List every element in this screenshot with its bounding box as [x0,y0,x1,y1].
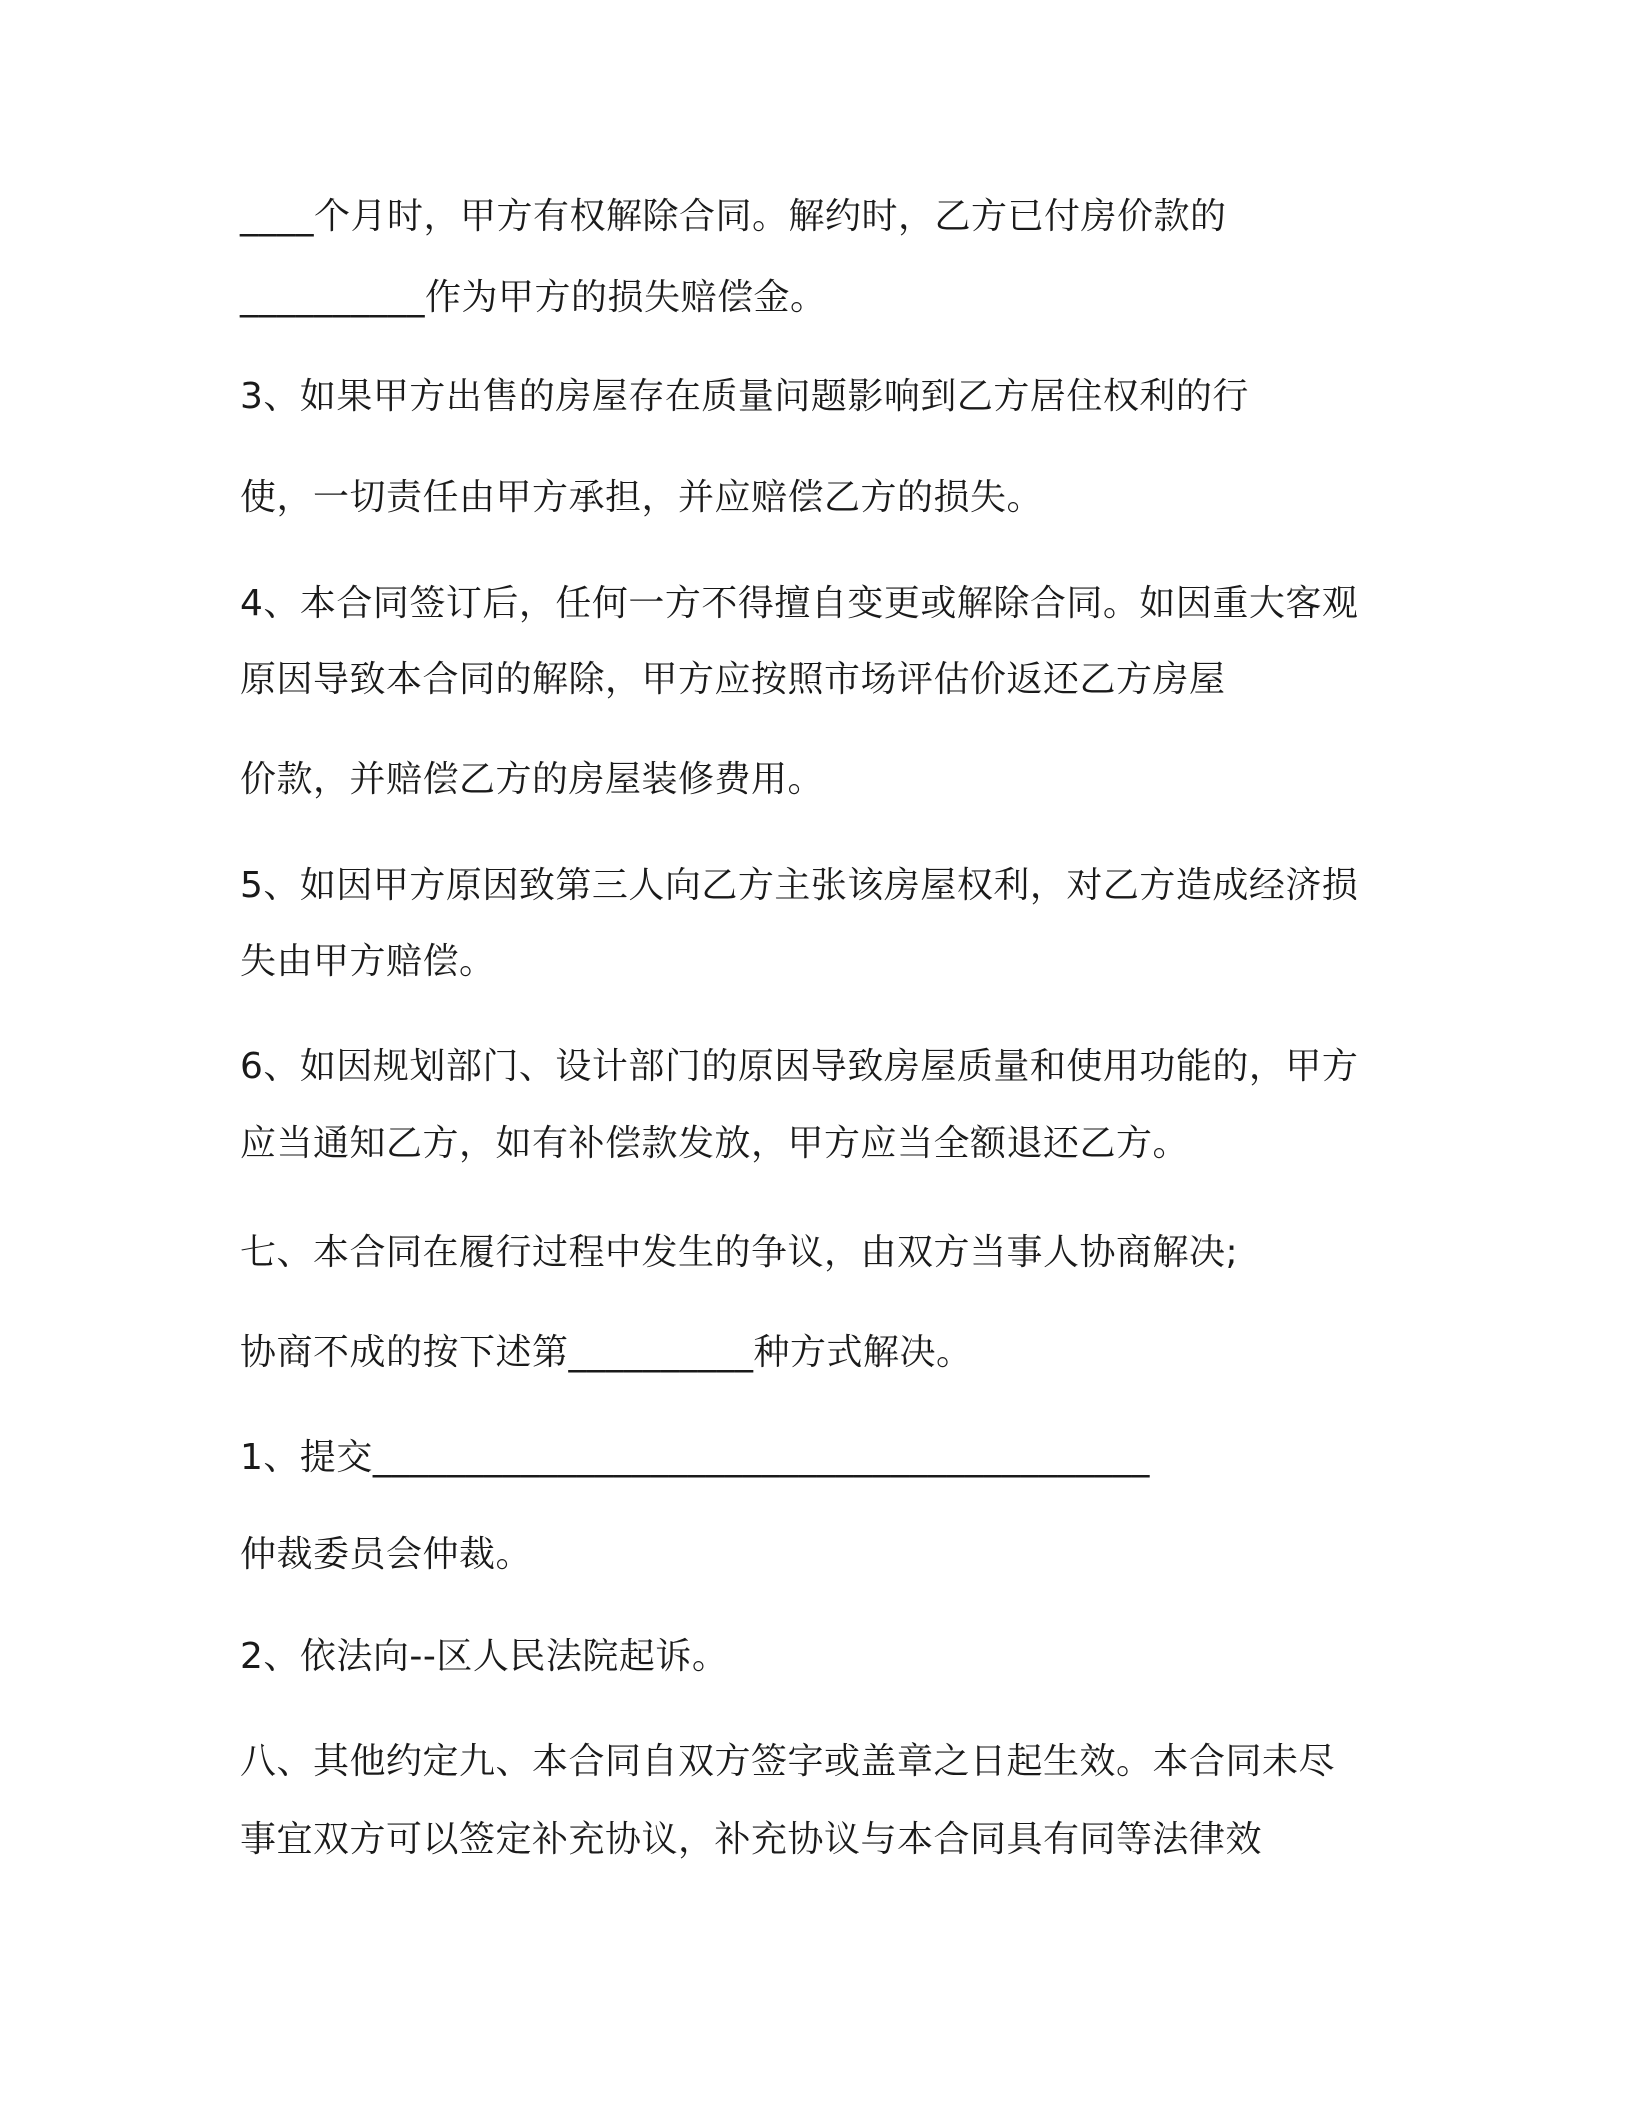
paragraph-line: 1、提交__________________________________________ [240,1437,1150,1478]
paragraph-line: 2、依法向--区人民法院起诉。 [240,1636,729,1677]
paragraph-line: __________作为甲方的损失赔偿金。 [240,277,827,318]
paragraph-line: 4、本合同签订后，任何一方不得擅自变更或解除合同。如因重大客观 [240,583,1359,624]
paragraph-line: 5、如因甲方原因致第三人向乙方主张该房屋权利，对乙方造成经济损 [240,865,1359,906]
paragraph-line: 使，一切责任由甲方承担，并应赔偿乙方的损失。 [240,477,1044,518]
paragraph-line: 协商不成的按下述第__________种方式解决。 [240,1332,973,1373]
paragraph-line: 七、本合同在履行过程中发生的争议，由双方当事人协商解决; [240,1232,1239,1273]
paragraph-line: 失由甲方赔偿。 [240,941,496,982]
paragraph-line: 6、如因规划部门、设计部门的原因导致房屋质量和使用功能的，甲方 [240,1046,1359,1087]
paragraph-line: 仲裁委员会仲裁。 [240,1534,533,1575]
paragraph-line: ____个月时，甲方有权解除合同。解约时，乙方已付房价款的 [240,196,1227,237]
paragraph-line: 应当通知乙方，如有补偿款发放，甲方应当全额退还乙方。 [240,1123,1190,1164]
paragraph-line: 八、其他约定九、本合同自双方签字或盖章之日起生效。本合同未尽 [240,1741,1336,1782]
paragraph-line: 原因导致本合同的解除，甲方应按照市场评估价返还乙方房屋 [240,659,1226,700]
paragraph-line: 3、如果甲方出售的房屋存在质量问题影响到乙方居住权利的行 [240,376,1249,417]
paragraph-line: 事宜双方可以签定补充协议，补充协议与本合同具有同等法律效 [240,1819,1263,1860]
paragraph-line: 价款，并赔偿乙方的房屋装修费用。 [240,759,825,800]
